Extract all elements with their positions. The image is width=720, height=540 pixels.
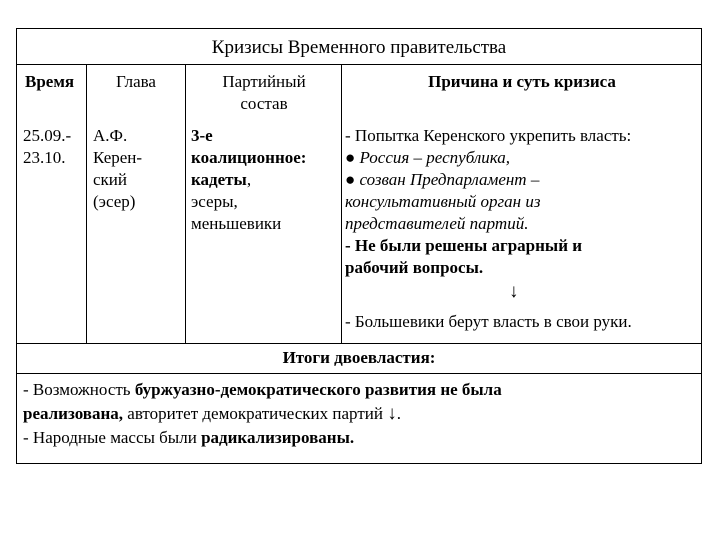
summary-line3-lead: - Народные массы были <box>23 428 202 447</box>
header-party-line2: состав <box>240 94 288 113</box>
summary-line2 <box>23 403 401 425</box>
row-head-line4: (эсер) <box>93 192 136 211</box>
summary-line1-lead: - Возможность <box>23 380 135 399</box>
summary-down-arrow-icon: ↓ <box>387 403 397 424</box>
summary-line1 <box>23 379 502 401</box>
summary-line2-bold: реализована, <box>23 404 124 423</box>
crisis-table <box>16 28 702 464</box>
row-party-line4: эсеры, <box>191 192 238 211</box>
header-cause: Причина и суть кризиса <box>428 72 616 91</box>
summary-line2-end: . <box>396 404 401 423</box>
row-time-line1: 25.09.- <box>23 126 72 145</box>
row-head-line1: А.Ф. <box>93 126 128 145</box>
row-cause-line8: - Большевики берут власть в свои руки. <box>345 312 632 331</box>
row-cause-line7: рабочий вопросы. <box>345 258 484 277</box>
row-cause-line1: - Попытка Керенского укрепить власть: <box>345 126 632 145</box>
party-comma: , <box>246 170 252 189</box>
row-party-line2: коалиционное: <box>191 148 307 167</box>
summary-line1-bold: буржуазно-демократического развития не была <box>134 380 502 399</box>
summary-heading: Итоги двоевластия: <box>282 348 436 367</box>
row-time-line2: 23.10. <box>23 148 66 167</box>
table-title: Кризисы Временного правительства <box>211 37 507 58</box>
title-divider <box>17 64 701 65</box>
column-divider-3 <box>341 64 342 343</box>
row-cause-line5: представителей партий. <box>345 214 529 233</box>
row-cause-line4: консультативный орган из <box>345 192 541 211</box>
row-cause-line3: ● созван Предпарламент – <box>345 170 540 189</box>
summary-top-divider <box>17 343 701 344</box>
down-arrow-icon: ↓ <box>509 281 519 302</box>
party-kadets: кадеты <box>191 170 247 189</box>
row-cause-line6: - Не были решены аграрный и <box>345 236 583 255</box>
summary-line3 <box>23 427 354 449</box>
summary-line2-text: авторитет демократических партий <box>123 404 388 423</box>
column-divider-2 <box>185 64 186 343</box>
row-head-line2: Керен- <box>93 148 143 167</box>
summary-line3-bold: радикализированы. <box>201 428 355 447</box>
column-divider-1 <box>86 64 87 343</box>
header-head: Глава <box>116 72 156 91</box>
summary-heading-divider <box>17 373 701 374</box>
row-head-line3: ский <box>93 170 127 189</box>
header-time: Время <box>25 72 75 91</box>
header-party-line1: Партийный <box>222 72 306 91</box>
row-cause-line2: ● Россия – республика, <box>345 148 511 167</box>
row-party-line5: меньшевики <box>191 214 282 233</box>
row-party-line3 <box>191 169 251 191</box>
row-party-line1: 3-е <box>191 126 213 145</box>
